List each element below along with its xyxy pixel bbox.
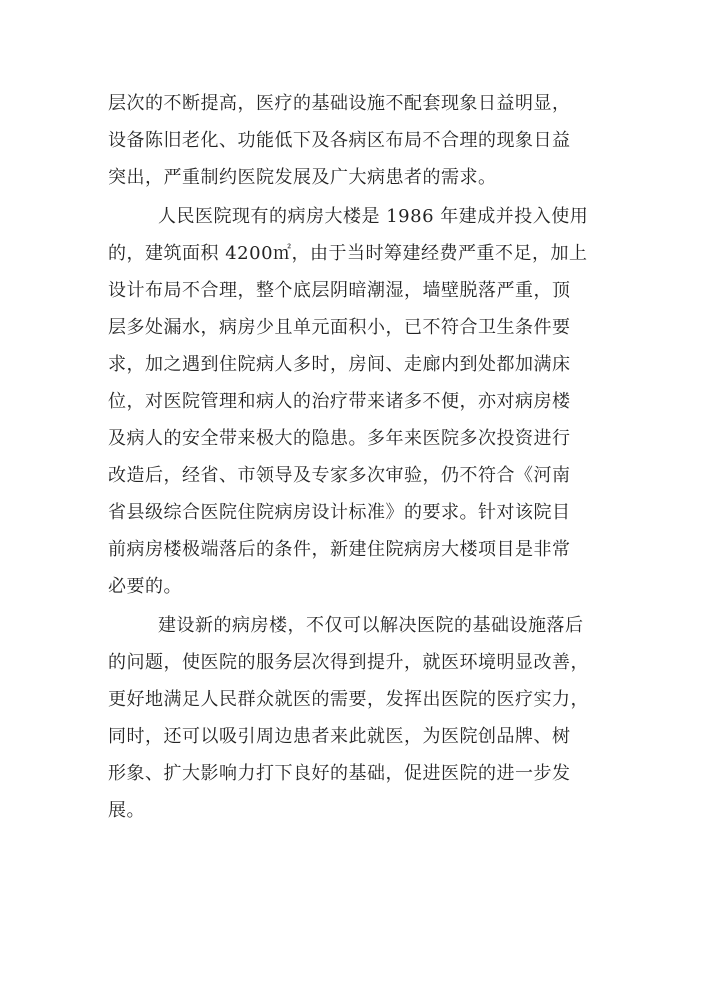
paragraph-2-line: 求，加之遇到住院病人多时，房间、走廊内到处都加满床 — [108, 354, 571, 375]
paragraph-1-line: 层次的不断提高，医疗的基础设施不配套现象日益明显， — [108, 93, 571, 114]
paragraph-2-line: 前病房楼极端落后的条件，新建住院病房大楼项目是非常 — [108, 539, 571, 560]
paragraph-2-line: 必要的。 — [108, 576, 182, 597]
paragraph-2-line: 改造后，经省、市领导及专家多次审验，仍不符合《河南 — [108, 465, 571, 486]
paragraph-2-line: 设计布局不合理，整个底层阴暗潮湿，墙壁脱落严重，顶 — [108, 280, 571, 301]
paragraph-2-line: 的，建筑面积 4200㎡，由于当时筹建经费严重不足，加上 — [108, 243, 588, 264]
paragraph-2-line: 人民医院现有的病房大楼是 1986 年建成并投入使用 — [158, 206, 589, 227]
paragraph-3-line: 同时，还可以吸引周边患者来此就医，为医院创品牌、树 — [108, 726, 571, 747]
paragraph-2-line: 及病人的安全带来极大的隐患。多年来医院多次投资进行 — [108, 428, 571, 449]
paragraph-3-line: 形象、扩大影响力打下良好的基础，促进医院的进一步发 — [108, 763, 571, 784]
paragraph-3-line: 更好地满足人民群众就医的需要，发挥出医院的医疗实力， — [108, 689, 589, 710]
paragraph-2-line: 位，对医院管理和病人的治疗带来诸多不便，亦对病房楼 — [108, 391, 571, 412]
paragraph-3-line: 展。 — [108, 800, 145, 821]
paragraph-3-line: 建设新的病房楼，不仅可以解决医院的基础设施落后 — [158, 615, 584, 636]
paragraph-1-line: 突出，严重制约医院发展及广大病患者的需求。 — [108, 167, 497, 188]
paragraph-1-line: 设备陈旧老化、功能低下及各病区布局不合理的现象日益 — [108, 130, 571, 151]
paragraph-2-line: 层多处漏水，病房少且单元面积小，已不符合卫生条件要 — [108, 317, 571, 338]
paragraph-2-line: 省县级综合医院住院病房设计标准》的要求。针对该院目 — [108, 502, 571, 523]
paragraph-3-line: 的问题，使医院的服务层次得到提升，就医环境明显改善， — [108, 652, 589, 673]
